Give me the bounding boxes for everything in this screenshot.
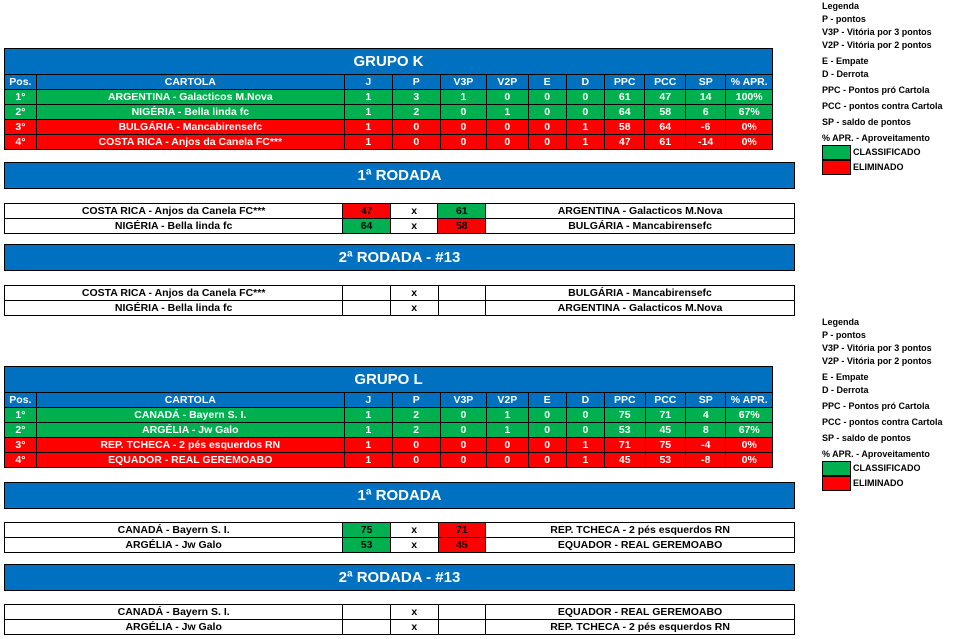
header-v3p: V3P bbox=[440, 393, 486, 408]
legend-eliminated bbox=[822, 476, 943, 491]
cell-cartola: CANADÁ - Bayern S. I. bbox=[36, 408, 344, 423]
cell-e: 0 bbox=[528, 105, 566, 120]
cell-p: 0 bbox=[392, 438, 440, 453]
cell-ppc: 64 bbox=[604, 105, 645, 120]
match-row bbox=[5, 620, 795, 635]
header-p: P bbox=[392, 393, 440, 408]
cell-apr: 0% bbox=[726, 120, 773, 135]
header-pos: Pos. bbox=[5, 393, 37, 408]
cell-cartola: ARGENTINA - Galacticos M.Nova bbox=[36, 90, 344, 105]
home-score: 47 bbox=[343, 204, 391, 219]
home-score: 64 bbox=[343, 219, 391, 234]
group-l-title: GRUPO L bbox=[4, 366, 773, 393]
cell-j: 1 bbox=[344, 90, 392, 105]
match-row bbox=[5, 301, 795, 316]
cell-apr: 67% bbox=[726, 423, 773, 438]
legend-item: PPC - Pontos pró Cartola bbox=[822, 401, 930, 411]
legend-group-l bbox=[822, 316, 943, 491]
legend-item: E - Empate bbox=[822, 372, 869, 382]
versus: x bbox=[390, 286, 438, 301]
home-team: CANADÁ - Bayern S. I. bbox=[5, 605, 343, 620]
cell-ppc: 75 bbox=[605, 408, 646, 423]
table-row bbox=[5, 408, 773, 423]
cell-e: 0 bbox=[528, 453, 566, 468]
cell-j: 1 bbox=[344, 135, 392, 150]
cell-pcc: 61 bbox=[645, 135, 686, 150]
cell-apr: 0% bbox=[726, 453, 773, 468]
cell-cartola: EQUADOR - REAL GEREMOABO bbox=[36, 453, 344, 468]
match-row bbox=[5, 605, 795, 620]
away-score bbox=[438, 301, 486, 316]
cell-apr: 67% bbox=[726, 408, 773, 423]
cell-d: 0 bbox=[566, 90, 604, 105]
header-pos: Pos. bbox=[5, 75, 37, 90]
legend-item: E - Empate bbox=[822, 56, 869, 66]
away-score: 45 bbox=[438, 538, 486, 553]
standings-header bbox=[5, 75, 773, 90]
home-team: COSTA RICA - Anjos da Canela FC*** bbox=[5, 286, 343, 301]
legend-item: V2P - Vitória por 2 pontos bbox=[822, 356, 932, 366]
legend-item: V3P - Vitória por 3 pontos bbox=[822, 343, 932, 353]
legend-classified-label: CLASSIFICADO bbox=[853, 146, 921, 157]
legend-title: Legenda bbox=[822, 1, 860, 11]
cell-cartola: REP. TCHECA - 2 pés esquerdos RN bbox=[36, 438, 344, 453]
away-team: REP. TCHECA - 2 pés esquerdos RN bbox=[486, 523, 795, 538]
cell-sp: 14 bbox=[686, 90, 726, 105]
away-team: EQUADOR - REAL GEREMOABO bbox=[486, 538, 795, 553]
cell-e: 0 bbox=[528, 135, 566, 150]
cell-v3p: 0 bbox=[440, 135, 486, 150]
group-k-title: GRUPO K bbox=[4, 48, 773, 75]
cell-e: 0 bbox=[528, 90, 566, 105]
versus: x bbox=[390, 538, 438, 553]
cell-cartola: NIGÉRIA - Bella linda fc bbox=[36, 105, 344, 120]
match-row bbox=[5, 286, 795, 301]
header-d: D bbox=[566, 393, 604, 408]
cell-p: 0 bbox=[392, 135, 440, 150]
cell-j: 1 bbox=[344, 120, 392, 135]
cell-pcc: 64 bbox=[645, 120, 686, 135]
eliminated-swatch bbox=[822, 160, 851, 175]
cell-pcc: 45 bbox=[645, 423, 686, 438]
legend-classified bbox=[822, 145, 943, 160]
cell-j: 1 bbox=[344, 438, 392, 453]
cell-p: 2 bbox=[392, 408, 440, 423]
cell-v2p: 0 bbox=[487, 90, 528, 105]
cell-ppc: 47 bbox=[604, 135, 645, 150]
table-row bbox=[5, 135, 773, 150]
cell-p: 3 bbox=[392, 90, 440, 105]
cell-v2p: 1 bbox=[487, 105, 528, 120]
cell-v2p: 1 bbox=[487, 408, 528, 423]
legend-classified bbox=[822, 461, 943, 476]
home-score: 53 bbox=[343, 538, 391, 553]
cell-v2p: 0 bbox=[487, 453, 528, 468]
header-apr: % APR. bbox=[726, 393, 773, 408]
legend-item: PPC - Pontos pró Cartola bbox=[822, 85, 930, 95]
header-v3p: V3P bbox=[440, 75, 486, 90]
cell-pos: 2° bbox=[5, 423, 37, 438]
home-score bbox=[343, 301, 391, 316]
cell-sp: -14 bbox=[686, 135, 726, 150]
cell-sp: -6 bbox=[686, 120, 726, 135]
legend-item: D - Derrota bbox=[822, 385, 869, 395]
versus: x bbox=[390, 219, 438, 234]
cell-v3p: 0 bbox=[440, 408, 486, 423]
cell-sp: -8 bbox=[686, 453, 726, 468]
cell-d: 1 bbox=[566, 135, 604, 150]
home-team: ARGÉLIA - Jw Galo bbox=[5, 620, 343, 635]
cell-v2p: 0 bbox=[487, 438, 528, 453]
cell-d: 0 bbox=[566, 105, 604, 120]
away-score bbox=[438, 605, 486, 620]
home-team: NIGÉRIA - Bella linda fc bbox=[5, 301, 343, 316]
versus: x bbox=[390, 523, 438, 538]
cell-cartola: ARGÉLIA - Jw Galo bbox=[36, 423, 344, 438]
legend-eliminated-label: ELIMINADO bbox=[853, 477, 904, 488]
cell-v2p: 0 bbox=[487, 135, 528, 150]
cell-sp: 4 bbox=[686, 408, 726, 423]
cell-pos: 3° bbox=[5, 438, 37, 453]
legend-item: % APR. - Aproveitamento bbox=[822, 133, 930, 143]
cell-apr: 0% bbox=[726, 135, 773, 150]
header-v2p: V2P bbox=[487, 75, 528, 90]
header-pcc: PCC bbox=[645, 393, 686, 408]
legend-item: P - pontos bbox=[822, 14, 866, 24]
away-team: ARGENTINA - Galacticos M.Nova bbox=[486, 204, 795, 219]
cell-pos: 4° bbox=[5, 135, 37, 150]
legend-item: PCC - pontos contra Cartola bbox=[822, 101, 943, 111]
classified-swatch bbox=[822, 461, 851, 476]
home-score: 75 bbox=[343, 523, 391, 538]
group-l-round2-matches bbox=[4, 604, 795, 635]
cell-v3p: 0 bbox=[440, 453, 486, 468]
header-pcc: PCC bbox=[645, 75, 686, 90]
versus: x bbox=[390, 620, 438, 635]
cell-v3p: 0 bbox=[440, 105, 486, 120]
away-score bbox=[438, 620, 486, 635]
cell-pos: 3° bbox=[5, 120, 37, 135]
header-ppc: PPC bbox=[605, 393, 646, 408]
cell-pos: 1° bbox=[5, 408, 37, 423]
away-score: 58 bbox=[438, 219, 486, 234]
eliminated-swatch bbox=[822, 476, 851, 491]
cell-cartola: BULGÁRIA - Mancabirensefc bbox=[36, 120, 344, 135]
away-team: BULGÁRIA - Mancabirensefc bbox=[486, 219, 795, 234]
group-l-round1-title: 1ª RODADA bbox=[4, 482, 795, 509]
cell-pcc: 58 bbox=[645, 105, 686, 120]
match-row bbox=[5, 538, 795, 553]
cell-sp: -4 bbox=[686, 438, 726, 453]
cell-ppc: 45 bbox=[605, 453, 646, 468]
cell-e: 0 bbox=[528, 408, 566, 423]
cell-j: 1 bbox=[344, 453, 392, 468]
home-team: NIGÉRIA - Bella linda fc bbox=[5, 219, 343, 234]
group-l-round2-title: 2ª RODADA - #13 bbox=[4, 564, 795, 591]
legend-eliminated-label: ELIMINADO bbox=[853, 161, 904, 172]
group-k-round2-matches bbox=[4, 285, 795, 316]
away-team: ARGENTINA - Galacticos M.Nova bbox=[486, 301, 795, 316]
header-v2p: V2P bbox=[487, 393, 528, 408]
cell-e: 0 bbox=[528, 423, 566, 438]
legend-item: PCC - pontos contra Cartola bbox=[822, 417, 943, 427]
header-p: P bbox=[392, 75, 440, 90]
cell-pcc: 47 bbox=[645, 90, 686, 105]
cell-p: 2 bbox=[392, 105, 440, 120]
cell-cartola: COSTA RICA - Anjos da Canela FC*** bbox=[36, 135, 344, 150]
legend-item: D - Derrota bbox=[822, 69, 869, 79]
cell-ppc: 53 bbox=[605, 423, 646, 438]
cell-d: 1 bbox=[566, 438, 604, 453]
legend-item: SP - saldo de pontos bbox=[822, 117, 911, 127]
cell-pcc: 71 bbox=[645, 408, 686, 423]
cell-d: 0 bbox=[566, 423, 604, 438]
legend-classified-label: CLASSIFICADO bbox=[853, 462, 921, 473]
match-row bbox=[5, 204, 795, 219]
cell-d: 1 bbox=[566, 120, 604, 135]
cell-v3p: 1 bbox=[440, 90, 486, 105]
cell-v3p: 0 bbox=[440, 423, 486, 438]
cell-sp: 8 bbox=[686, 423, 726, 438]
group-k-round2-title: 2ª RODADA - #13 bbox=[4, 244, 795, 271]
cell-apr: 67% bbox=[726, 105, 773, 120]
cell-e: 0 bbox=[528, 438, 566, 453]
cell-pos: 4° bbox=[5, 453, 37, 468]
legend-item: V3P - Vitória por 3 pontos bbox=[822, 27, 932, 37]
legend-item: SP - saldo de pontos bbox=[822, 433, 911, 443]
cell-d: 1 bbox=[566, 453, 604, 468]
header-sp: SP bbox=[686, 75, 726, 90]
cell-j: 1 bbox=[344, 408, 392, 423]
cell-p: 0 bbox=[392, 120, 440, 135]
cell-e: 0 bbox=[528, 120, 566, 135]
match-row bbox=[5, 523, 795, 538]
header-e: E bbox=[528, 75, 566, 90]
cell-v2p: 0 bbox=[487, 120, 528, 135]
cell-pcc: 53 bbox=[645, 453, 686, 468]
legend-group-k bbox=[822, 0, 943, 175]
cell-apr: 0% bbox=[726, 438, 773, 453]
away-score bbox=[438, 286, 486, 301]
header-sp: SP bbox=[686, 393, 726, 408]
home-team: ARGÉLIA - Jw Galo bbox=[5, 538, 343, 553]
home-score bbox=[343, 286, 391, 301]
table-row bbox=[5, 105, 773, 120]
cell-p: 0 bbox=[392, 453, 440, 468]
cell-p: 2 bbox=[392, 423, 440, 438]
home-team: COSTA RICA - Anjos da Canela FC*** bbox=[5, 204, 343, 219]
header-ppc: PPC bbox=[604, 75, 645, 90]
cell-pos: 2° bbox=[5, 105, 37, 120]
cell-pcc: 75 bbox=[645, 438, 686, 453]
standings-header bbox=[5, 393, 773, 408]
legend-eliminated bbox=[822, 160, 943, 175]
home-team: CANADÁ - Bayern S. I. bbox=[5, 523, 343, 538]
table-row bbox=[5, 438, 773, 453]
group-k-standings bbox=[4, 74, 773, 150]
match-row bbox=[5, 219, 795, 234]
legend-item: V2P - Vitória por 2 pontos bbox=[822, 40, 932, 50]
header-j: J bbox=[344, 393, 392, 408]
away-team: REP. TCHECA - 2 pés esquerdos RN bbox=[486, 620, 795, 635]
header-cartola: CARTOLA bbox=[36, 75, 344, 90]
versus: x bbox=[390, 605, 438, 620]
header-d: D bbox=[566, 75, 604, 90]
away-team: BULGÁRIA - Mancabirensefc bbox=[486, 286, 795, 301]
cell-v2p: 1 bbox=[487, 423, 528, 438]
cell-d: 0 bbox=[566, 408, 604, 423]
table-row bbox=[5, 453, 773, 468]
group-k-round1-matches bbox=[4, 203, 795, 234]
cell-ppc: 71 bbox=[605, 438, 646, 453]
versus: x bbox=[390, 204, 438, 219]
legend-item: P - pontos bbox=[822, 330, 866, 340]
cell-j: 1 bbox=[344, 423, 392, 438]
cell-pos: 1° bbox=[5, 90, 37, 105]
versus: x bbox=[390, 301, 438, 316]
away-score: 61 bbox=[438, 204, 486, 219]
group-l-round1-matches bbox=[4, 522, 795, 553]
table-row bbox=[5, 90, 773, 105]
group-k-round1-title: 1ª RODADA bbox=[4, 162, 795, 189]
away-team: EQUADOR - REAL GEREMOABO bbox=[486, 605, 795, 620]
header-apr: % APR. bbox=[726, 75, 773, 90]
cell-v3p: 0 bbox=[440, 438, 486, 453]
classified-swatch bbox=[822, 145, 851, 160]
home-score bbox=[343, 605, 391, 620]
legend-title: Legenda bbox=[822, 317, 860, 327]
legend-item: % APR. - Aproveitamento bbox=[822, 449, 930, 459]
cell-ppc: 61 bbox=[604, 90, 645, 105]
header-e: E bbox=[528, 393, 566, 408]
cell-apr: 100% bbox=[726, 90, 773, 105]
cell-ppc: 58 bbox=[604, 120, 645, 135]
group-l-standings bbox=[4, 392, 773, 468]
away-score: 71 bbox=[438, 523, 486, 538]
cell-j: 1 bbox=[344, 105, 392, 120]
header-cartola: CARTOLA bbox=[36, 393, 344, 408]
table-row bbox=[5, 120, 773, 135]
cell-sp: 6 bbox=[686, 105, 726, 120]
cell-v3p: 0 bbox=[440, 120, 486, 135]
table-row bbox=[5, 423, 773, 438]
header-j: J bbox=[344, 75, 392, 90]
home-score bbox=[343, 620, 391, 635]
